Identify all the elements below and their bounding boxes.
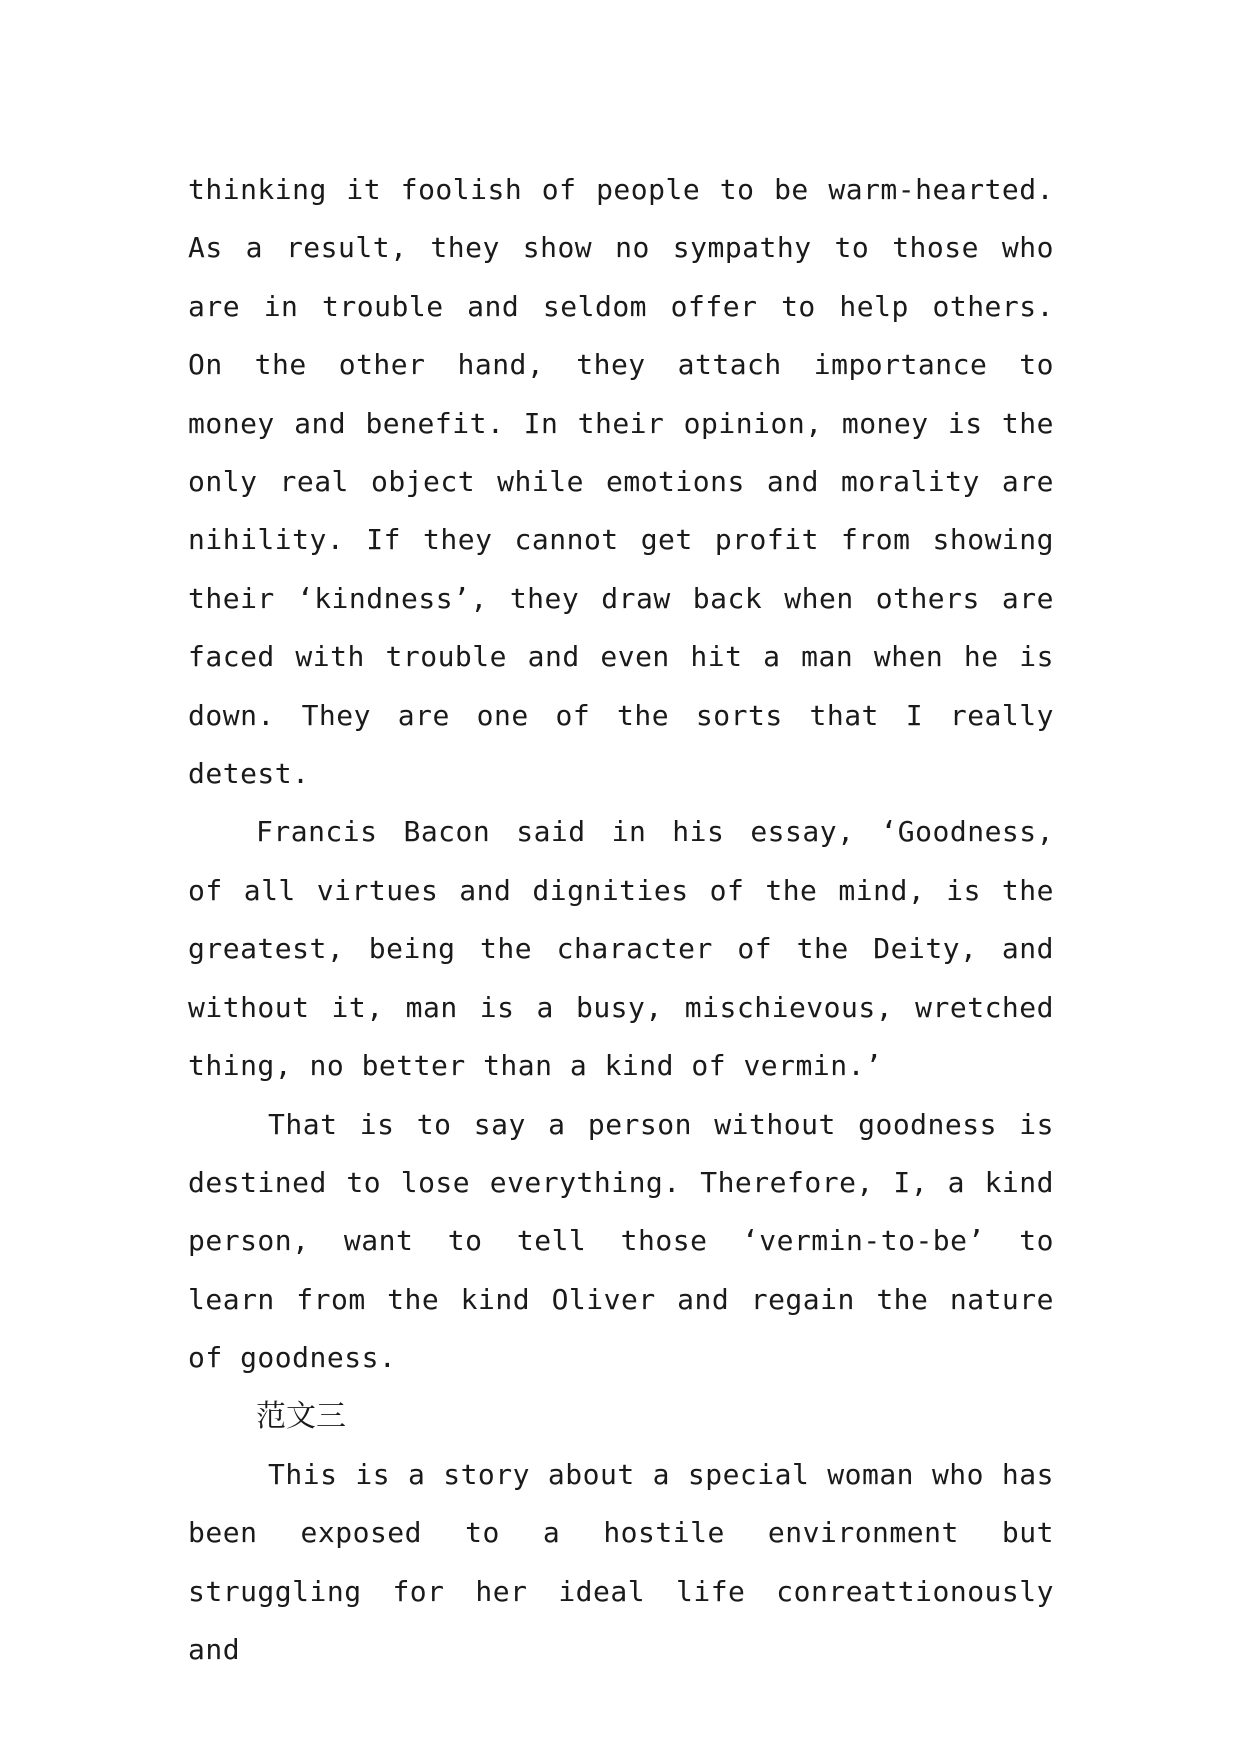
paragraph-3: That is to say a person without goodness is destined to lose everything. Therefore, I, a kind person, want to tell those ‘vermin-to-be’ to learn from the kind Oliver and regain the nature of goodness. [188, 1107, 1054, 1375]
section-heading: 范文三 [256, 1398, 346, 1434]
paragraph-2: Francis Bacon said in his essay, ‘Goodness, of all virtues and dignities of the mind, is the greatest, being the character of the Deity, and without it, man is a busy, mischievous, wretched thing, no better than a kind of vermin.’ [188, 815, 1054, 1083]
paragraph-1: thinking it foolish of people to be warm-hearted. As a result, they show no sympathy to those who are in trouble and seldom offer to help others. On the other hand, they attach importance to money and benefit. In their opinion, money is the only real object while emotions and morality are nihility. If they cannot get profit from showing their ‘kindness’, they draw back when others are faced with trouble and even hit a man when he is down. They are one of the sorts that I really detest. [188, 173, 1054, 791]
paragraph-4: This is a story about a special woman who has been exposed to a hostile environment but struggling for her ideal life conreattionously and [188, 1457, 1054, 1667]
document-page [188, 161, 1054, 1680]
